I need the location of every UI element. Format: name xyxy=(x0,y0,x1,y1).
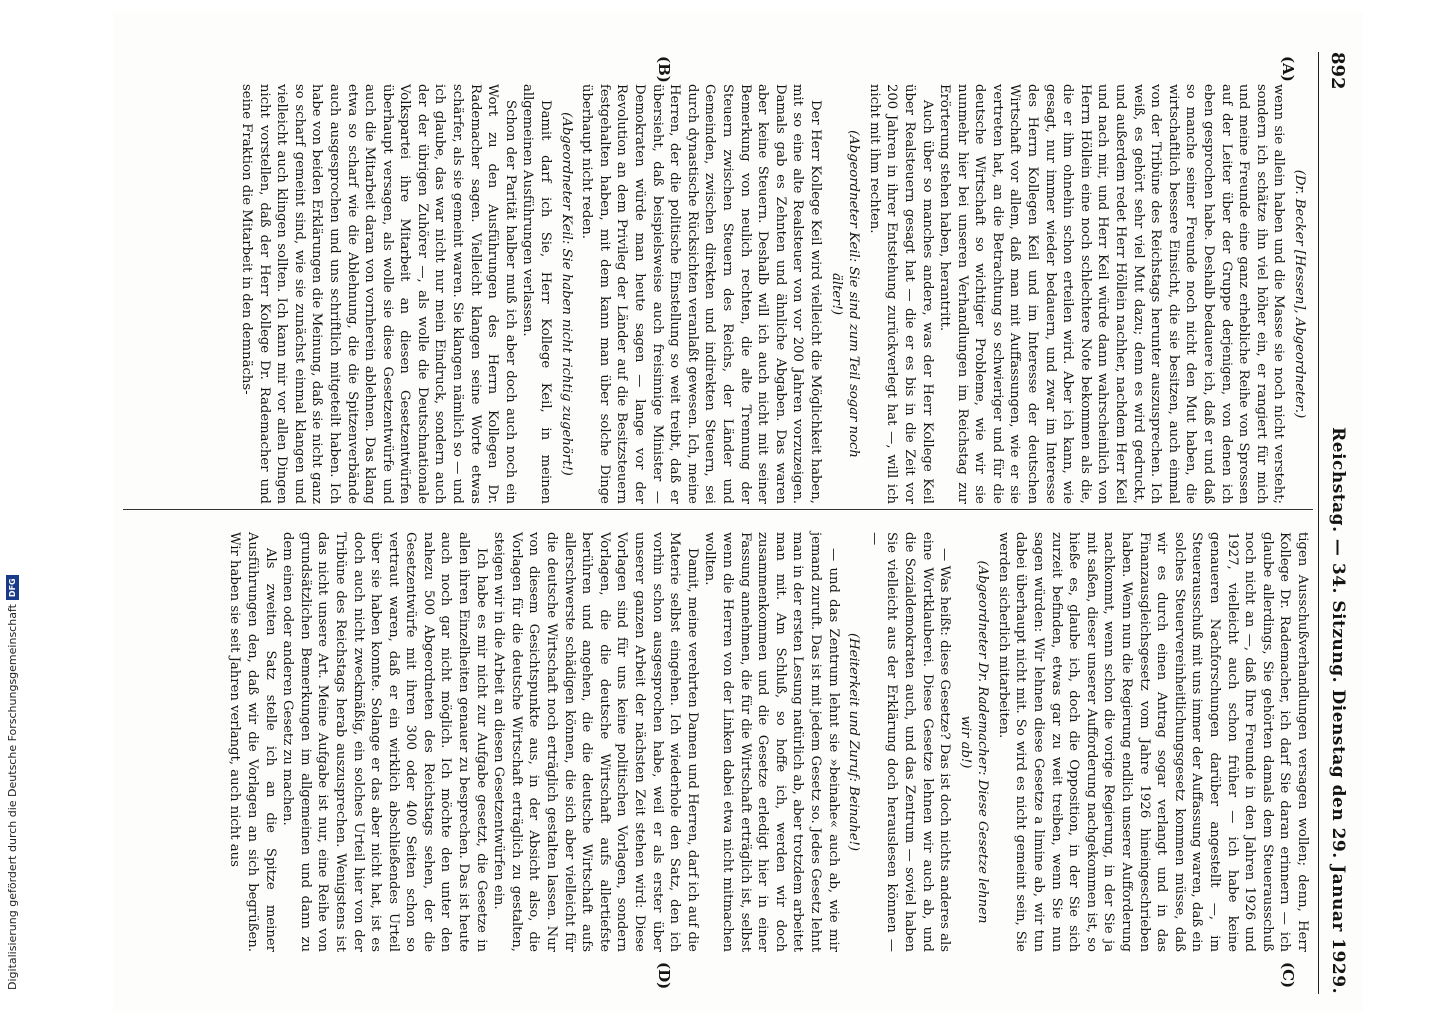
page-number: 892 xyxy=(1327,52,1349,90)
right-paragraph-3: — und das Zentrum lehnt sie »beinahe« auch ab, wie mir jemand zuruft. Das ist mit jedem Gesetz so. Jedes Gesetz lehnt man in der ersten Lesung natürlich ab, aber trotzdem arbeitet man mit. Am Schluß, so hoffe ich, werden wir doch zusammenkommen und die Gesetze erledigt hier in einer Fassung annehmen, die für die Wirtschaft erträglich ist, selbst wenn die Herren von der Linken dabei etwa nicht mitmachen wollten. xyxy=(702,532,841,952)
left-column xyxy=(237,84,1311,504)
running-title: Reichstag. — 34. Sitzung. Dienstag den 29. Januar 1929. xyxy=(1328,427,1348,994)
credit-text: Digitalisierung gefördert durch die Deutsche Forschungsgemeinschaft xyxy=(6,604,19,990)
margin-marker-b: (B) xyxy=(655,56,673,83)
scanned-page xyxy=(113,12,1363,1012)
right-interjection-1: (Abgeordneter Dr. Rademacher: Diese Gesetze lehnen wir ab!) xyxy=(957,560,991,924)
left-paragraph-3: Der Herr Kollege Keil wird vielleicht die Möglichkeit haben, mit so eine alte Realsteuer von vor 200 Jahren vorzuzeigen. Damals gab es Zehnten und ähnliche Abgaben. Das waren aber keine Steuern. Deshalb will ich auch nicht mit seiner Bemerkung von neulich rechten, die alte Trennung der Steuern zwischen Steuern des Reichs, der Länder und Gemeinden, zwischen direkten und indirekten Steuern, sei durch dynastische Rücksichten veranlaßt gewesen. Ich, meine Herren, der die politische Einstellung so weit treibt, daß er übersieht, daß beispielsweise auch freisinnige Minister — Demokraten würde man heute sagen — lange vor der Revolution an dem Privileg der Länder auf die Besitzsteuern festgehalten haben, mit dem kann man über solche Dinge überhaupt nicht reden. xyxy=(579,84,823,504)
left-paragraph-5: Schon der Parität halber muß ich aber doch auch noch ein Wort zu den Ausführungen des Herrn Kollegen Dr. Rademacher sagen. Vielleicht klangen seine Worte etwas schärfer, als sie gemeint waren. Sie klangen nämlich so — und ich glaube, das war nicht nur mein Eindruck, sondern auch der der übrigen Zuhörer —, als wolle die Deutschnationale Volkspartei ihre Mitarbeit an diesen Gesetzentwürfen überhaupt versagen, als wolle sie diese Gesetzentwürfe und auch die Mitarbeit daran von vornherein ablehnen. Das klang etwa so scharf wie die Ablehnung, die die Spitzenverbände auch ausgesprochen und uns schriftlich mitgeteilt haben. Ich habe von beiden Erklärungen die Meinung, daß sie nicht ganz so scharf gemeint sind, wie sie zunächst einmal klangen und vielleicht auch klingen sollten. Ich kann mir vor allen Dingen nicht vorstellen, daß der Herr Kollege Dr. Rademacher und seine Fraktion die Mitarbeit in den demnächs- xyxy=(238,84,518,504)
margin-marker-c: (C) xyxy=(1279,962,1297,989)
page-header xyxy=(1325,52,1351,994)
right-interjection-2: (Heiterkeit und Zuruf: Beinahe!) xyxy=(846,633,862,851)
left-paragraph-2: Auch über so manches andere, was der Herr Kollege Keil über Realsteuern gesagt hat — die er es bis in die Zeit vor 200 Jahren in ihrer Entstehung zurückverlegt hat —, will ich nicht mit ihm rechten. xyxy=(866,84,935,504)
left-paragraph-1: wenn sie allein haben und die Masse sie noch nicht versteht; sondern ich schätze ihn viel höher ein, er rangiert für mich und meine Freunde eine ganz erhebliche Reihe von Sprossen auf der Leiter über der Gruppe derjenigen, von denen ich eben gesprochen habe. Deshalb bedauere ich, daß er und daß so manche seiner Freunde noch nicht den Mut haben, die wirtschaftlich bessere Einsicht, die sie besitzen, auch einmal von der Tribüne des Reichstags herunter auszusprechen. Ich weiß, es gehört sehr viel Mut dazu; denn es wird gedruckt, und außerdem redet Herr Höllein nachher, nachdem Herr Keil und nach mir, und Herr Keil würde dann wahrscheinlich von Herrn Höllein eine noch schlechtere Note bekommen als die, die er ihm ohnehin schon erteilen wird. Aber ich kann, wie gesagt, nur immer wieder bedauern, und zwar im Interesse des Herrn Kollegen Keil und im Interesse der deutschen Wirtschaft vor allem, daß man mit Auffassungen, wie er sie vertreten hat, an die Betrachtung so schwieriger und für die deutsche Wirtschaft so wichtiger Probleme, wie wir sie nunmehr hier bei unseren Verhandlungen im Reichstag zur Erörterung stehen haben, herantritt. xyxy=(937,84,1287,504)
margin-marker-a: (A) xyxy=(1279,56,1297,82)
right-paragraph-4: Damit, meine verehrten Damen und Herren, darf ich auf die Materie selbst eingehen. Ich wiederhole den Satz, den ich vorhin schon ausgesprochen habe, weil er als erster über unserer ganzen Arbeit der nächsten Zeit stehen wird: Diese Vorlagen sind für uns keine politischen Vorlagen, sondern Vorlagen, die die deutsche Wirtschaft aufs allertiefste berühren und angehen, die die deutsche Wirtschaft aufs allerschwerste schädigen können, die sich aber vielleicht für die deutsche Wirtschaft noch erträglich gestalten lassen. Nur von diesem Gesichtspunkte aus, in der Absicht also, die Vorlagen für die deutsche Wirtschaft erträglich zu gestalten, steigen wir in die Arbeit an diesen Gesetzentwürfen ein. xyxy=(491,532,700,952)
right-paragraph-6: Als zweiten Satz stelle ich an die Spitze meiner Ausführungen den, daß wir die Vorlagen an sich begrüßen. Wir haben sie seit Jahren verlangt, auch nicht aus xyxy=(227,532,278,952)
margin-marker-d: (D) xyxy=(655,962,673,990)
right-paragraph-5: Ich habe es mir nicht zur Aufgabe gesetzt, die Gesetze in allen ihren Einzelheiten genauer zu besprechen. Das ist heute auch noch gar nicht möglich. Ich möchte den unter den nahezu 500 Abgeordneten des Reichstags sehen, der die Gesetzentwürfe mit ihren 300 oder 400 Seiten schon so vertraut waren, daß er ein wirklich abschließendes Urteil über sie haben konnte. Solange er das aber nicht hat, ist es doch auch nicht zweckmäßig, ein solches Urteil hier von der Tribüne des Reichstags herab auszusprechen. Wenigstens ist das nicht unsere Art. Meine Aufgabe ist nur, eine Reihe von grundsätzlichen Bemerkungen im allgemeinen und dann zu dem einen oder anderen Gesetz zu machen. xyxy=(280,532,489,952)
left-interjection-1: (Abgeordneter Keil: Sie sind zum Teil sogar noch älter!) xyxy=(828,130,862,458)
right-column xyxy=(226,532,1311,952)
right-paragraph-1: tigen Ausschußverhandlungen versagen wollen; denn, Herr Kollege Dr. Rademacher, ich darf Sie daran erinnern — ich glaube allerdings, Sie gehörten damals dem Steuerausschuß noch nicht an —, daß Ihre Freunde in den Jahren 1926 und 1927, vielleicht auch schon früher — ich habe keine genaueren Nachforschungen darüber angestellt —, im Steuerausschuß mit uns immer der Auffassung waren, daß ein solches Steuervereinheitlichungsgesetz kommen müsse, daß wir es durch einen Antrag sogar verlangt und in das Finanzausgleichsgesetz vom Jahre 1926 hineingeschrieben haben. Wenn nun die Regierung endlich unserer Aufforderung nachkommt, wenn schon die vorige Regierung, in der Sie ja mit saßen, dieser unserer Aufforderung nachgekommen ist, so hieße es, glaube ich, doch die Opposition, in der Sie sich zurzeit befinden, etwas gar zu weit treiben, wenn Sie nun sagen würden: Wir lehnen diese Gesetze a limine ab, wir tun dabei überhaupt nicht mit. So wird es nicht gemeint sein, Sie werden sicherlich mitarbeiten. xyxy=(995,532,1310,952)
digitization-credit xyxy=(6,575,19,990)
header-rule xyxy=(1318,52,1319,994)
right-paragraph-2: — Was heißt: diese Gesetze? Das ist doch nichts anderes als eine Wortklauberei. Diese Gesetze lehnen wir auch ab, und die Sozialdemokraten auch, und das Zentrum — soviel haben Sie vielleicht aus der Erklärung doch herauslesen können — — xyxy=(866,532,953,952)
left-interjection-2: (Abgeordneter Keil: Sie haben nicht richtig zugehört!) xyxy=(558,112,574,476)
speaker-line: (Dr. Becker [Hessen], Abgeordneter.) xyxy=(1292,169,1307,419)
column-separator xyxy=(123,509,1313,510)
dfg-logo-icon: DFG xyxy=(6,575,19,600)
left-paragraph-4: Damit darf ich Sie, Herr Kollege Keil, in meinen allgemeinen Ausführungen verlassen. xyxy=(520,84,554,504)
